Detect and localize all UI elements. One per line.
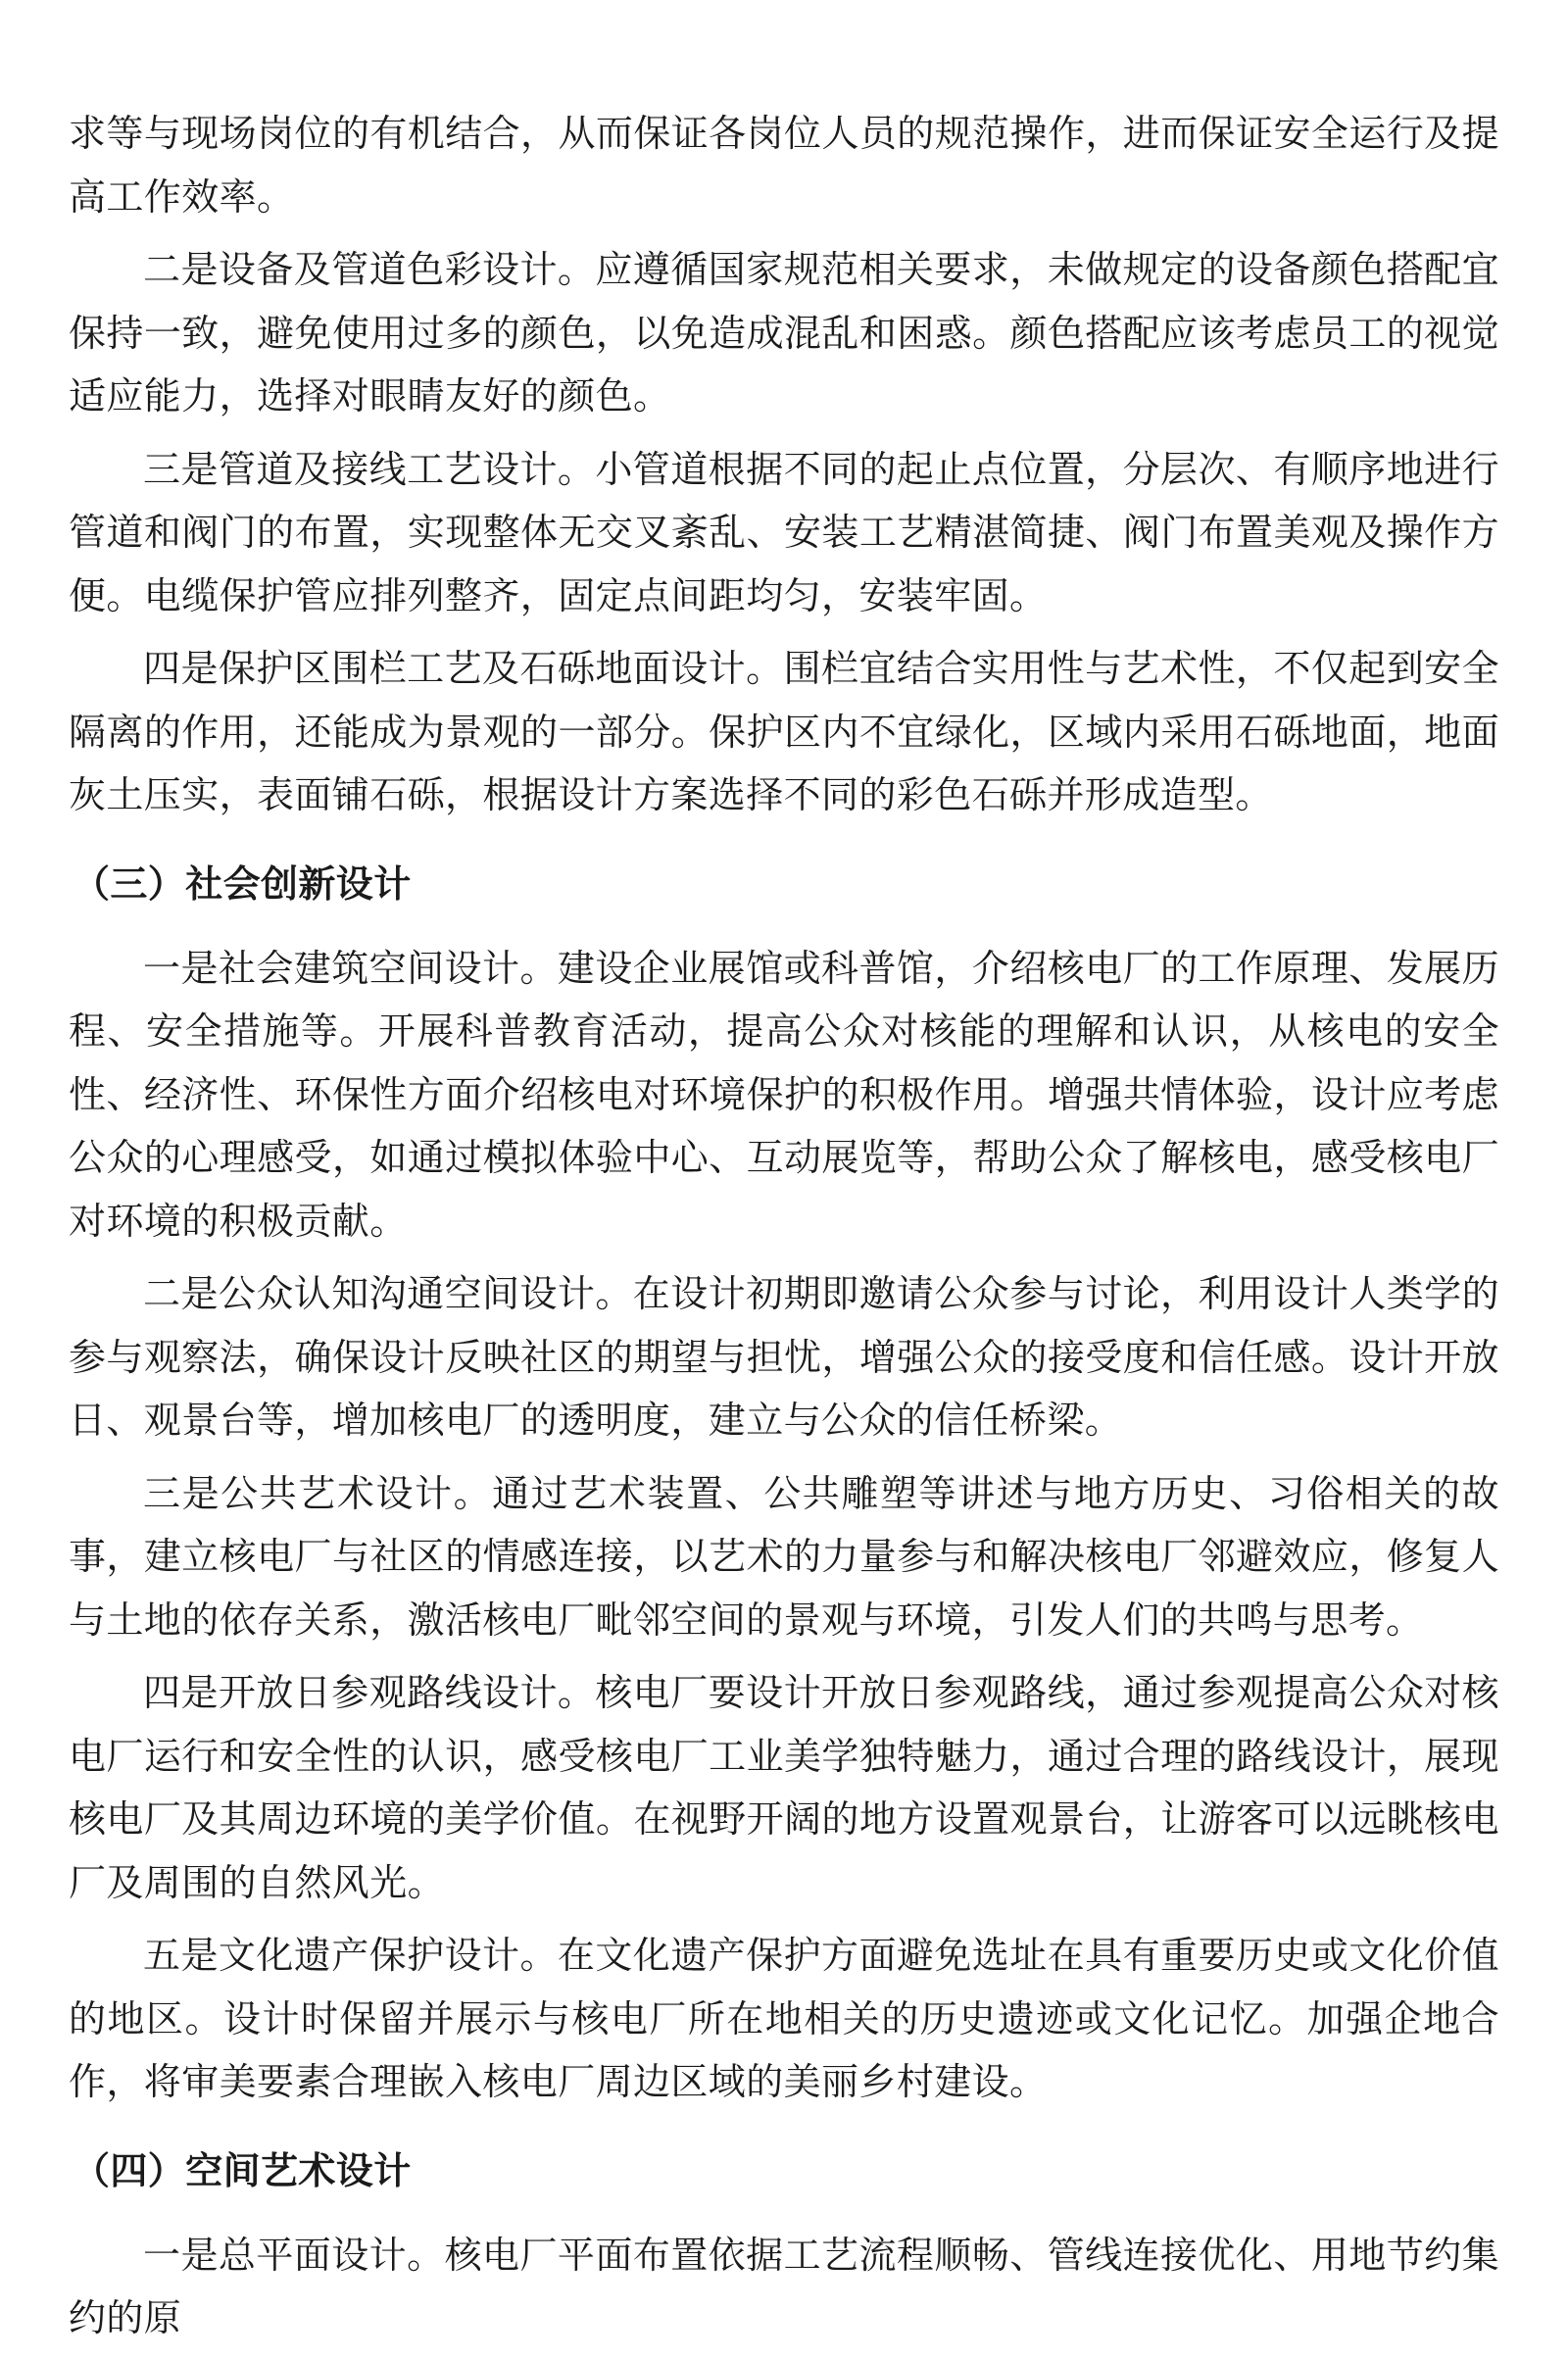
document-page — [69, 102, 1499, 2360]
section-heading-spatial-art: （四）空间艺术设计 — [73, 2148, 412, 2192]
section-heading-social-innovation: （三）社会创新设计 — [73, 861, 412, 906]
paragraph-master-plan: 一是总平面设计。核电厂平面布置依据工艺流程顺畅、管线连接优化、用地节约集约的原 — [69, 2233, 1499, 2339]
paragraph-equipment-color-design: 二是设备及管道色彩设计。应遵循国家规范相关要求，未做规定的设备颜色搭配宜保持一致，避免使用过多的颜色，以免造成混乱和困惑。颜色搭配应该考虑员工的视觉适应能力，选择对眼睛友好的颜色。 — [69, 248, 1499, 418]
paragraph-continuation: 求等与现场岗位的有机结合，从而保证各岗位人员的规范操作，进而保证安全运行及提高工作效率。 — [69, 112, 1499, 219]
paragraph-public-communication-space: 二是公众认知沟通空间设计。在设计初期即邀请公众参与讨论，利用设计人类学的参与观察法，确保设计反映社区的期望与担忧，增强公众的接受度和信任感。设计开放日、观景台等，增加核电厂的透明度，建立与公众的信任桥梁。 — [69, 1272, 1499, 1442]
paragraph-social-building-space: 一是社会建筑空间设计。建设企业展馆或科普馆，介绍核电厂的工作原理、发展历程、安全措施等。开展科普教育活动，提高公众对核能的理解和认识，从核电的安全性、经济性、环保性方面介绍核电对环境保护的积极作用。增强共情体验，设计应考虑公众的心理感受，如通过模拟体验中心、互动展览等，帮助公众了解核电，感受核电厂对环境的积极贡献。 — [69, 946, 1499, 1243]
paragraph-pipe-wiring-design: 三是管道及接线工艺设计。小管道根据不同的起止点位置，分层次、有顺序地进行管道和阀门的布置，实现整体无交叉紊乱、安装工艺精湛简捷、阀门布置美观及操作方便。电缆保护管应排列整齐，固定点间距均匀，安装牢固。 — [69, 447, 1499, 617]
paragraph-open-day-route: 四是开放日参观路线设计。核电厂要设计开放日参观路线，通过参观提高公众对核电厂运行和安全性的认识，感受核电厂工业美学独特魅力，通过合理的路线设计，展现核电厂及其周边环境的美学价值。在视野开阔的地方设置观景台，让游客可以远眺核电厂及周围的自然风光。 — [69, 1671, 1499, 1904]
paragraph-fence-gravel-design: 四是保护区围栏工艺及石砾地面设计。围栏宜结合实用性与艺术性，不仅起到安全隔离的作用，还能成为景观的一部分。保护区内不宜绿化，区域内采用石砾地面，地面灰土压实，表面铺石砾，根据设计方案选择不同的彩色石砾并形成造型。 — [69, 647, 1499, 816]
paragraph-public-art-design: 三是公共艺术设计。通过艺术装置、公共雕塑等讲述与地方历史、习俗相关的故事，建立核电厂与社区的情感连接，以艺术的力量参与和解决核电厂邻避效应，修复人与土地的依存关系，激活核电厂毗邻空间的景观与环境，引发人们的共鸣与思考。 — [69, 1471, 1499, 1642]
paragraph-cultural-heritage: 五是文化遗产保护设计。在文化遗产保护方面避免选址在具有重要历史或文化价值的地区。设计时保留并展示与核电厂所在地相关的历史遗迹或文化记忆。加强企地合作，将审美要素合理嵌入核电厂周边区域的美丽乡村建设。 — [69, 1934, 1499, 2103]
